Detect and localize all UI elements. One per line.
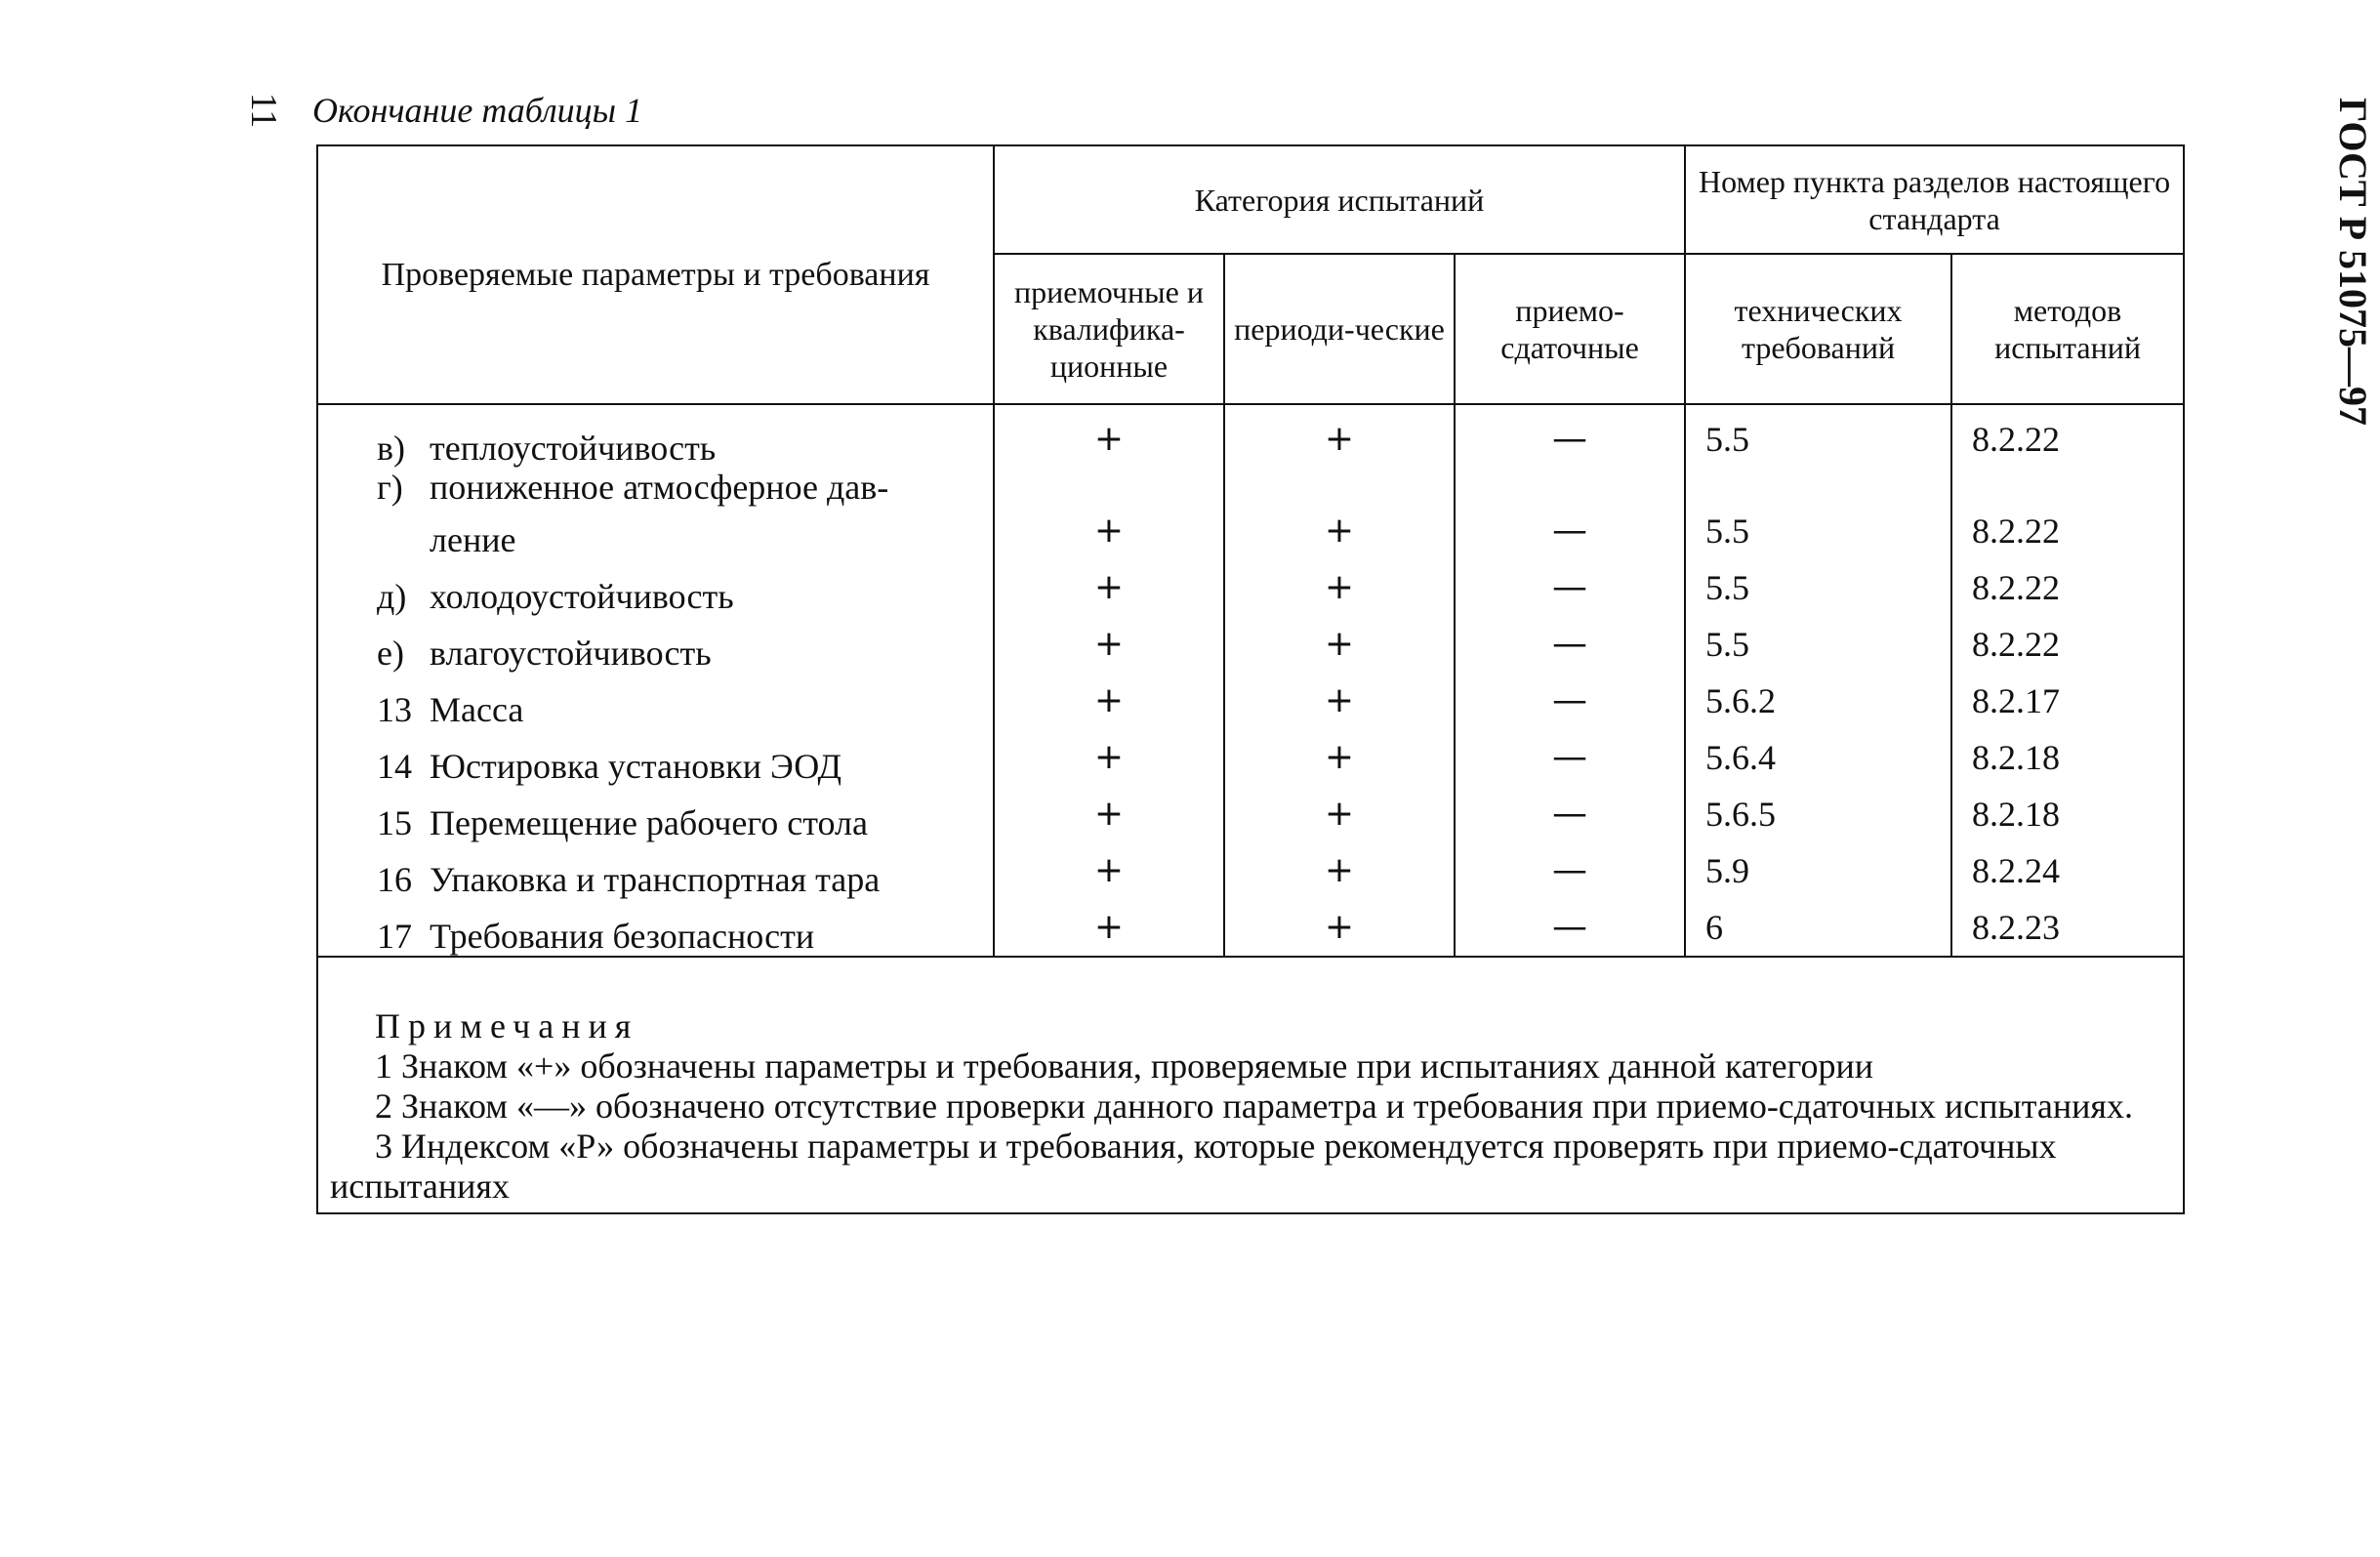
cell-delivery: —: [1455, 899, 1685, 957]
row-number: 15: [377, 803, 412, 842]
row-number: г): [377, 468, 403, 507]
row-label: холодоустойчивость: [430, 577, 734, 616]
row-number: в): [377, 429, 405, 468]
row-number: 14: [377, 747, 412, 786]
row-label-continuation: ление: [430, 520, 516, 559]
cell-periodic: +: [1224, 899, 1455, 957]
cell-methods: 8.2.17: [1951, 673, 2184, 729]
cell-delivery: —: [1455, 673, 1685, 729]
cell-technical: 6: [1685, 899, 1951, 957]
document-header: ГОСТ Р 51075—97: [2331, 97, 2375, 427]
cell-acceptance: +: [994, 899, 1224, 957]
cell-periodic: +: [1224, 786, 1455, 842]
cell-technical: 5.5: [1685, 559, 1951, 616]
cell-technical: 5.6.5: [1685, 786, 1951, 842]
table-row: [317, 842, 2184, 899]
cell-acceptance: +: [994, 673, 1224, 729]
requirements-table: [316, 144, 2185, 1214]
cell-acceptance: +: [994, 786, 1224, 842]
row-label: Масса: [430, 690, 524, 729]
cell-acceptance: +: [994, 729, 1224, 786]
header-section-group: Номер пункта разделов настоящего стандарта: [1685, 145, 2184, 254]
table-row: [317, 673, 2184, 729]
table-row: [317, 729, 2184, 786]
cell-methods: 8.2.18: [1951, 786, 2184, 842]
note-item: 2 Знаком «—» обозначено отсутствие проверки данного параметра и требования при приемо-сдаточных испытаниях.: [375, 1086, 2133, 1126]
row-param: [317, 786, 994, 842]
table-caption: Окончание таблицы 1: [312, 91, 643, 130]
row-param: [317, 616, 994, 673]
cell-technical: 5.6.2: [1685, 673, 1951, 729]
row-label: Упаковка и транспортная тара: [430, 860, 881, 899]
row-param: [317, 468, 994, 559]
table-row: [317, 616, 2184, 673]
cell-acceptance: +: [994, 842, 1224, 899]
cell-delivery: —: [1455, 786, 1685, 842]
row-number: 17: [377, 917, 412, 956]
cell-periodic: +: [1224, 404, 1455, 468]
row-label: пониженное атмосферное дав-: [430, 468, 889, 507]
cell-delivery: —: [1455, 559, 1685, 616]
cell-delivery: —: [1455, 842, 1685, 899]
note-item: 3 Индексом «Р» обозначены параметры и требования, которые рекомендуется проверять при приемо-сдаточных испытаниях: [330, 1127, 2057, 1206]
header-category-group: Категория испытаний: [994, 145, 1685, 254]
cell-acceptance: +: [994, 404, 1224, 468]
header-periodic: периоди-ческие: [1224, 254, 1455, 404]
row-number: е): [377, 634, 404, 673]
cell-delivery: —: [1455, 616, 1685, 673]
cell-periodic: +: [1224, 729, 1455, 786]
row-label: влагоустойчивость: [430, 634, 712, 673]
cell-acceptance: +: [994, 468, 1224, 559]
cell-technical: 5.5: [1685, 404, 1951, 468]
cell-methods: 8.2.23: [1951, 899, 2184, 957]
row-param: [317, 404, 994, 468]
note-item: 1 Знаком «+» обозначены параметры и требования, проверяемые при испытаниях данной категории: [375, 1046, 1874, 1086]
cell-periodic: +: [1224, 468, 1455, 559]
row-label: Требования безопасности: [430, 917, 815, 956]
notes-section: [317, 957, 2184, 1213]
row-param: [317, 673, 994, 729]
cell-delivery: —: [1455, 404, 1685, 468]
row-label: теплоустойчивость: [430, 429, 717, 468]
header-technical: технических требований: [1685, 254, 1951, 404]
cell-technical: 5.5: [1685, 468, 1951, 559]
cell-periodic: +: [1224, 559, 1455, 616]
table-row: [317, 404, 2184, 468]
table-row: [317, 468, 2184, 559]
row-param: [317, 899, 994, 957]
header-methods: методов испытаний: [1951, 254, 2184, 404]
cell-methods: 8.2.22: [1951, 616, 2184, 673]
cell-methods: 8.2.24: [1951, 842, 2184, 899]
header-acceptance: приемочные и квалифика-ционные: [994, 254, 1224, 404]
cell-methods: 8.2.22: [1951, 404, 2184, 468]
cell-delivery: —: [1455, 729, 1685, 786]
cell-methods: 8.2.22: [1951, 468, 2184, 559]
notes-title: Примечания: [375, 1006, 639, 1045]
cell-periodic: +: [1224, 673, 1455, 729]
row-label: Перемещение рабочего стола: [430, 803, 868, 842]
table-row: [317, 786, 2184, 842]
cell-periodic: +: [1224, 616, 1455, 673]
cell-acceptance: +: [994, 559, 1224, 616]
cell-technical: 5.9: [1685, 842, 1951, 899]
row-label: Юстировка установки ЭОД: [430, 747, 842, 786]
row-number: 13: [377, 690, 412, 729]
cell-methods: 8.2.22: [1951, 559, 2184, 616]
cell-periodic: +: [1224, 842, 1455, 899]
cell-delivery: —: [1455, 468, 1685, 559]
row-param: [317, 559, 994, 616]
cell-technical: 5.5: [1685, 616, 1951, 673]
row-param: [317, 729, 994, 786]
row-number: 16: [377, 860, 412, 899]
cell-methods: 8.2.18: [1951, 729, 2184, 786]
cell-technical: 5.6.4: [1685, 729, 1951, 786]
page-number: 11: [243, 92, 284, 129]
header-params: Проверяемые параметры и требования: [317, 145, 994, 404]
row-number: д): [377, 577, 407, 616]
table-row: [317, 559, 2184, 616]
cell-acceptance: +: [994, 616, 1224, 673]
header-delivery: приемо-сдаточные: [1455, 254, 1685, 404]
row-param: [317, 842, 994, 899]
table-row: [317, 899, 2184, 957]
